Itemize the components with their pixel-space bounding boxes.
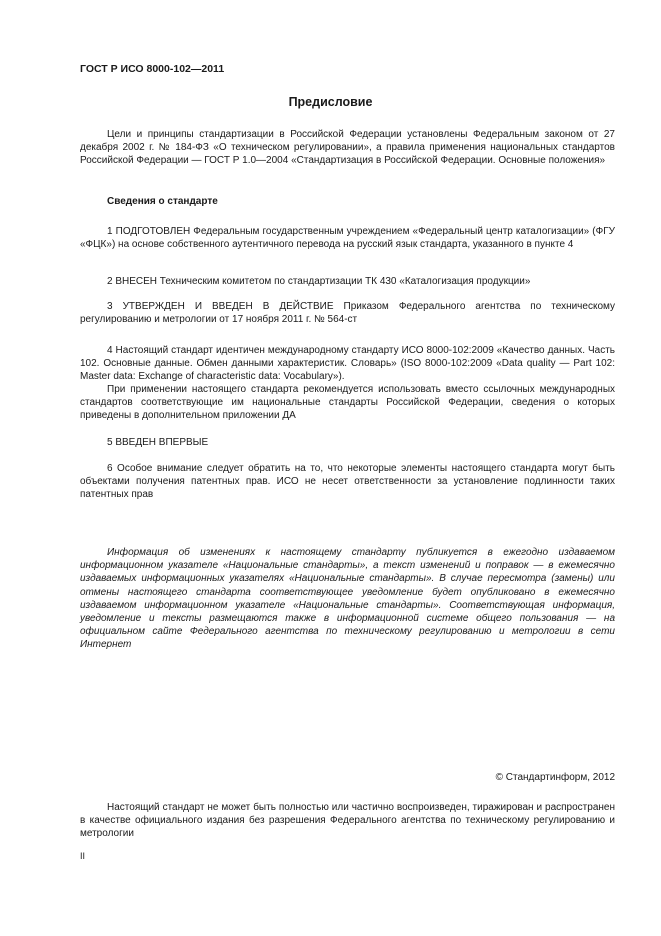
page-number: II [80,851,86,861]
document-code: ГОСТ Р ИСО 8000-102—2011 [80,63,225,75]
item-6-patents: 6 Особое внимание следует обратить на то, что некоторые элементы настоящего стандарта могут быть объектами получения патентных прав. ИСО не несет ответственности за установление подлинности таких патентных прав [80,463,615,501]
page-title: Предисловие [288,95,373,109]
reproduction-notice: Настоящий стандарт не может быть полностью или частично воспроизведен, тиражирован и распространен в качестве официального издания без разрешения Федерального агентства по техническому регулированию и метрологии [80,802,615,840]
item-4-note: При применении настоящего стандарта рекомендуется использовать вместо ссылочных международных стандартов соответствующие им национальные стандарты Российской Федерации, сведения о которых приведены в дополнительном приложении ДА [80,384,615,422]
item-4-identical: 4 Настоящий стандарт идентичен международному стандарту ИСО 8000-102:2009 «Качество данных. Часть 102. Основные данные. Обмен данными характеристик. Словарь» (ISO 8000-102:2009 «Data quality — Part 102: Master data: Exchange of characteristic data: Vocabulary»). [80,345,615,383]
copyright: © Стандартинформ, 2012 [495,772,615,783]
item-5-first-introduced: 5 ВВЕДЕН ВПЕРВЫЕ [107,437,209,448]
section-subtitle: Сведения о стандарте [107,196,218,207]
intro-paragraph: Цели и принципы стандартизации в Российской Федерации установлены Федеральным законом от 27 декабря 2002 г. № 184-ФЗ «О техническом регулировании», а правила применения национальных стандартов Российской Федерации — ГОСТ Р 1.0—2004 «Стандартизация в Российской Федерации. Основные положения» [80,129,615,167]
item-2-submitted: 2 ВНЕСЕН Техническим комитетом по стандартизации ТК 430 «Каталогизация продукции» [107,276,531,287]
info-notice: Информация об изменениях к настоящему стандарту публикуется в ежегодно издаваемом информационном указателе «Национальные стандарты», а текст изменений и поправок — в ежемесячно издаваемых информационных указателях «Национальные стандарты». В случае пересмотра (замены) или отмены настоящего стандарта соответствующее уведомление будет опубликовано в ежемесячно издаваемом информационном указателе «Национальные стандарты». Соответствующая информация, уведомление и тексты размещаются также в информационной системе общего пользования — на официальном сайте Федерального агентства по техническому регулированию и метрологии в сети Интернет [80,547,615,651]
item-1-prepared: 1 ПОДГОТОВЛЕН Федеральным государственным учреждением «Федеральный центр каталогизации» (ФГУ «ФЦК») на основе собственного аутентичного перевода на русский язык стандарта, указанного в пункте 4 [80,226,615,251]
item-3-approved: 3 УТВЕРЖДЕН И ВВЕДЕН В ДЕЙСТВИЕ Приказом Федерального агентства по техническому регулированию и метрологии от 17 ноября 2011 г. № 564-ст [80,301,615,326]
